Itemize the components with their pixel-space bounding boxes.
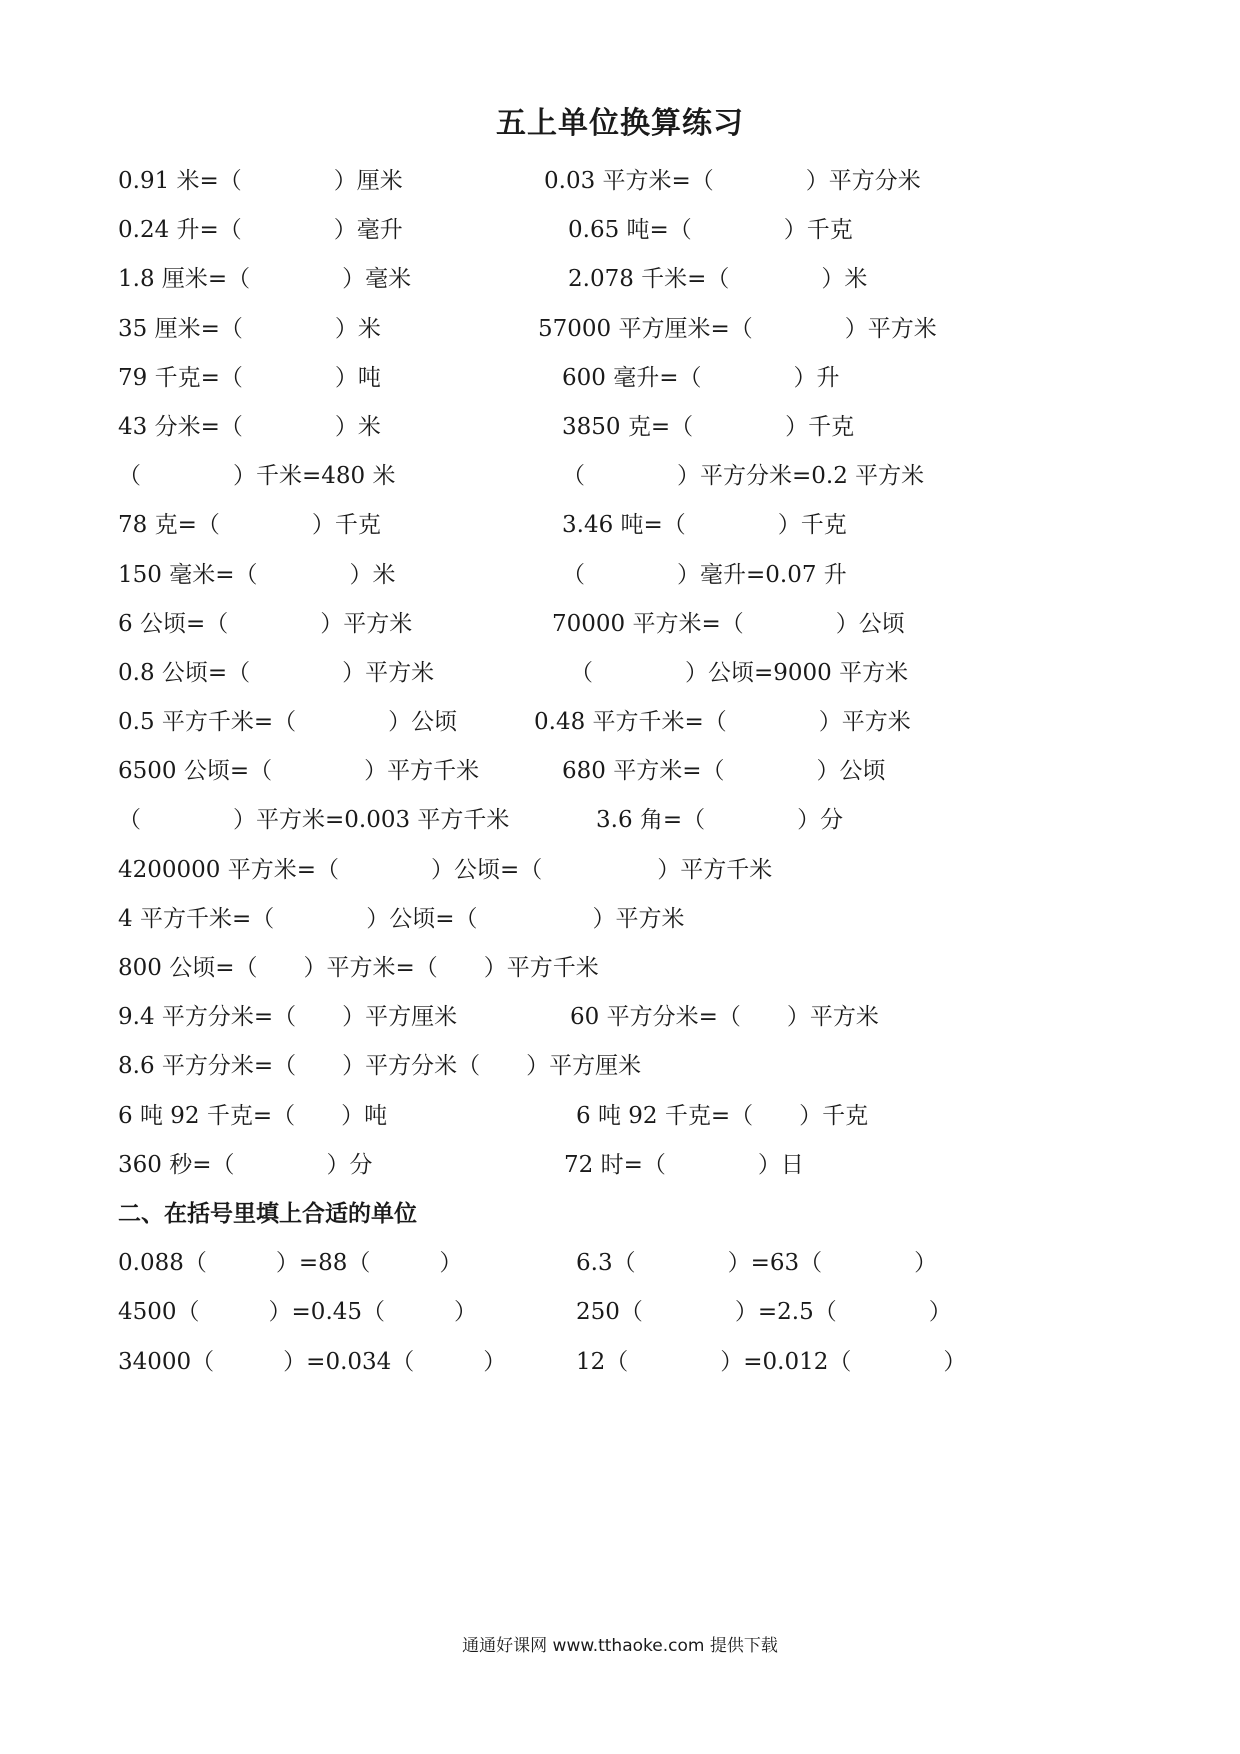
exercise-row xyxy=(118,304,1178,353)
exercise-right: 0.48 平方千米=（ ）平方米 xyxy=(534,709,911,736)
unit-row xyxy=(118,1337,1178,1386)
exercise-row xyxy=(118,795,1178,844)
exercise-left: 79 千克=（ ）吨 xyxy=(118,364,381,391)
exercise-right: （ ）毫升=0.07 升 xyxy=(562,561,847,588)
exercise-right: 3850 克=（ ）千克 xyxy=(562,413,855,440)
unit-left: 0.088（ ）=88（ ） xyxy=(118,1250,463,1277)
exercise-left: 9.4 平方分米=（ ）平方厘米 xyxy=(118,1004,458,1031)
exercise-right: （ ）公顷=9000 平方米 xyxy=(570,659,909,686)
unit-left: 4500（ ）=0.45（ ） xyxy=(118,1299,478,1326)
exercise-right: （ ）平方分米=0.2 平方米 xyxy=(562,463,925,490)
exercise-left: （ ）千米=480 米 xyxy=(118,463,396,490)
exercise-row xyxy=(118,254,1178,303)
exercise-left: 1.8 厘米=（ ）毫米 xyxy=(118,266,412,293)
exercise-left: 0.8 公顷=（ ）平方米 xyxy=(118,659,435,686)
exercise-row xyxy=(118,402,1178,451)
exercise-left: 800 公顷=（ ）平方米=（ ）平方千米 xyxy=(118,955,599,981)
unit-row xyxy=(118,1287,1178,1336)
exercise-right: 0.03 平方米=（ ）平方分米 xyxy=(544,168,921,194)
section-heading-row xyxy=(118,1189,1178,1238)
exercise-row xyxy=(118,845,1178,894)
exercise-row xyxy=(118,156,1178,205)
exercise-left: 4 平方千米=（ ）公顷=（ ）平方米 xyxy=(118,905,685,932)
exercise-row xyxy=(118,205,1178,254)
exercise-row xyxy=(118,599,1178,648)
exercise-row xyxy=(118,1041,1178,1090)
exercise-right: 57000 平方厘米=（ ）平方米 xyxy=(538,315,937,342)
exercise-left: 360 秒=（ ）分 xyxy=(118,1151,373,1178)
exercise-right: 3.6 角=（ ）分 xyxy=(596,807,844,834)
section-heading: 二、在括号里填上合适的单位 xyxy=(118,1199,417,1227)
exercise-right: 72 时=（ ）日 xyxy=(564,1151,804,1178)
exercise-left: 6500 公顷=（ ）平方千米 xyxy=(118,758,480,785)
exercise-row xyxy=(118,451,1178,500)
exercise-left: 0.24 升=（ ）毫升 xyxy=(118,217,403,244)
exercise-right: 600 毫升=（ ）升 xyxy=(562,364,840,391)
exercise-right: 680 平方米=（ ）公顷 xyxy=(562,758,886,785)
exercise-row xyxy=(118,500,1178,549)
exercise-right: 6 吨 92 千克=（ ）千克 xyxy=(576,1102,869,1129)
exercise-row xyxy=(118,550,1178,599)
exercise-row xyxy=(118,353,1178,402)
exercise-left: 6 吨 92 千克=（ ）吨 xyxy=(118,1102,388,1129)
exercise-row xyxy=(118,746,1178,795)
exercise-row xyxy=(118,894,1178,943)
exercise-left: 0.5 平方千米=（ ）公顷 xyxy=(118,709,458,736)
exercise-left: 43 分米=（ ）米 xyxy=(118,413,381,440)
exercise-right: 70000 平方米=（ ）公顷 xyxy=(552,610,905,637)
unit-right: 250（ ）=2.5（ ） xyxy=(576,1299,952,1326)
exercise-right: 0.65 吨=（ ）千克 xyxy=(568,217,853,244)
exercise-right: 60 平方分米=（ ）平方米 xyxy=(570,1004,879,1031)
exercise-left: 150 毫米=（ ）米 xyxy=(118,561,396,588)
unit-right: 12（ ）=0.012（ ） xyxy=(576,1348,967,1375)
exercise-row xyxy=(118,697,1178,746)
exercise-row xyxy=(118,943,1178,992)
exercise-left: 6 公顷=（ ）平方米 xyxy=(118,610,413,637)
exercise-row xyxy=(118,648,1178,697)
page-title: 五上单位换算练习 xyxy=(496,106,744,141)
exercise-row xyxy=(118,1140,1178,1189)
unit-right: 6.3（ ）=63（ ） xyxy=(576,1250,938,1277)
exercise-right: 3.46 吨=（ ）千克 xyxy=(562,512,847,539)
exercise-row xyxy=(118,992,1178,1041)
exercise-row xyxy=(118,1091,1178,1140)
exercise-right: 2.078 千米=（ ）米 xyxy=(568,266,868,293)
exercise-left: （ ）平方米=0.003 平方千米 xyxy=(118,807,510,834)
exercise-left: 8.6 平方分米=（ ）平方分米（ ）平方厘米 xyxy=(118,1053,642,1080)
exercise-left: 0.91 米=（ ）厘米 xyxy=(118,168,403,194)
footer-credit: 通通好课网 www.tthaoke.com 提供下载 xyxy=(462,1636,778,1656)
exercise-left: 78 克=（ ）千克 xyxy=(118,512,381,539)
exercise-left: 35 厘米=（ ）米 xyxy=(118,315,381,342)
exercise-list xyxy=(118,156,1178,1386)
unit-left: 34000（ ）=0.034（ ） xyxy=(118,1348,507,1375)
unit-row xyxy=(118,1238,1178,1287)
exercise-left: 4200000 平方米=（ ）公顷=（ ）平方千米 xyxy=(118,856,773,883)
